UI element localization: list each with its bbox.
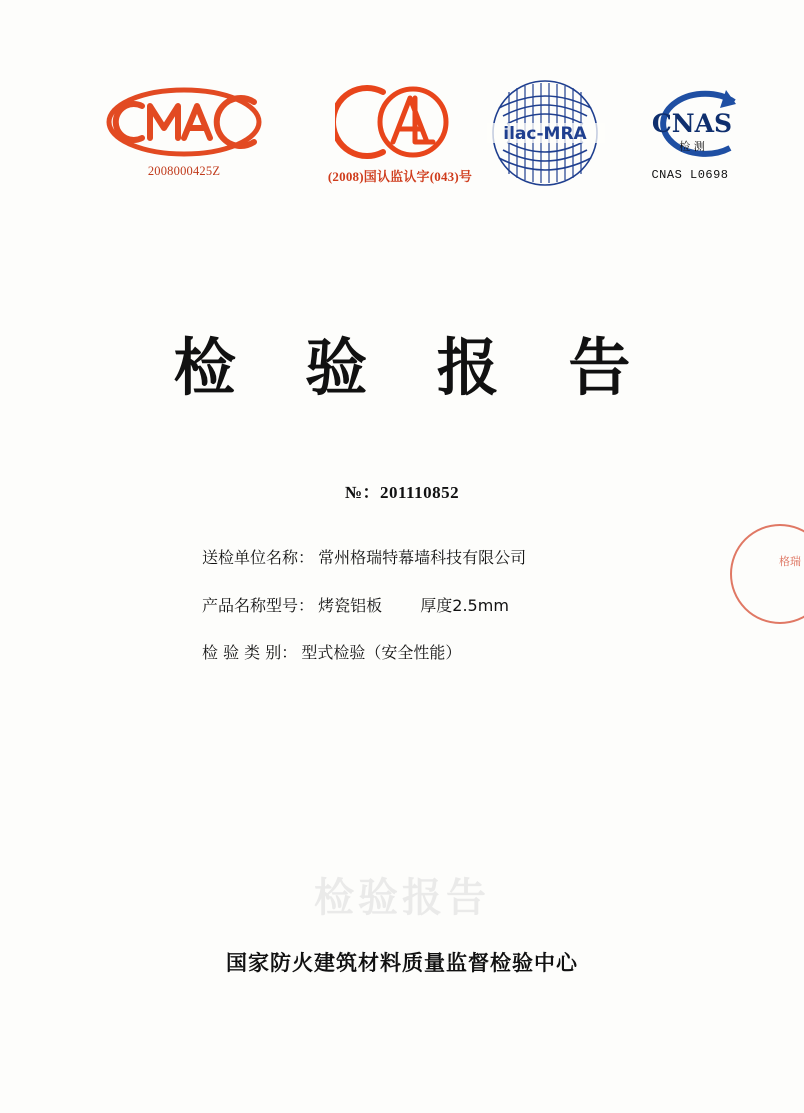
page-title: 检 验 报 告 — [173, 331, 655, 404]
svg-text:CNAS: CNAS — [651, 109, 733, 138]
svg-text:检 测: 检 测 — [679, 140, 705, 153]
watermark-text: 检验报告 — [314, 875, 490, 921]
cma-caption: 2008000425Z — [147, 164, 221, 178]
field-row — [202, 643, 722, 664]
report-fields — [202, 548, 722, 691]
field-label-client: 送检单位名称： — [202, 548, 315, 567]
svg-text:ilac-MRA: ilac-MRA — [503, 124, 587, 144]
stamp-fragment-text: 格瑞 — [779, 555, 801, 568]
report-number-label: №： — [344, 483, 380, 502]
field-label-inspection-type: 检 验 类 别： — [202, 643, 298, 663]
field-value-product-thickness: 厚度2.5mm — [420, 595, 509, 615]
report-number-value: 201110852 — [379, 483, 460, 502]
ilac-mra-logo-block — [470, 78, 620, 188]
cma-icon — [104, 86, 264, 158]
issuing-organization: 国家防火建筑材料质量监督检验中心 — [226, 951, 578, 975]
cnas-icon — [630, 86, 750, 166]
field-label-product: 产品名称型号： — [202, 595, 315, 615]
ilac-mra-icon — [479, 78, 611, 188]
field-value-inspection-type: 型式检验（安全性能） — [301, 643, 462, 663]
cnas-caption: CNAS L0698 — [651, 168, 729, 182]
cal-caption: (2008)国认监认字(043)号 — [327, 169, 473, 184]
red-stamp-fragment — [730, 524, 804, 624]
accreditation-logo-row — [0, 78, 804, 218]
field-row — [202, 548, 722, 569]
cal-icon — [335, 84, 465, 160]
field-row — [202, 596, 722, 617]
cnas-logo-block — [600, 86, 780, 182]
field-value-product: 烤瓷铝板 — [318, 595, 383, 615]
report-number — [0, 478, 804, 503]
field-value-client: 常州格瑞特幕墙科技有限公司 — [318, 548, 527, 567]
